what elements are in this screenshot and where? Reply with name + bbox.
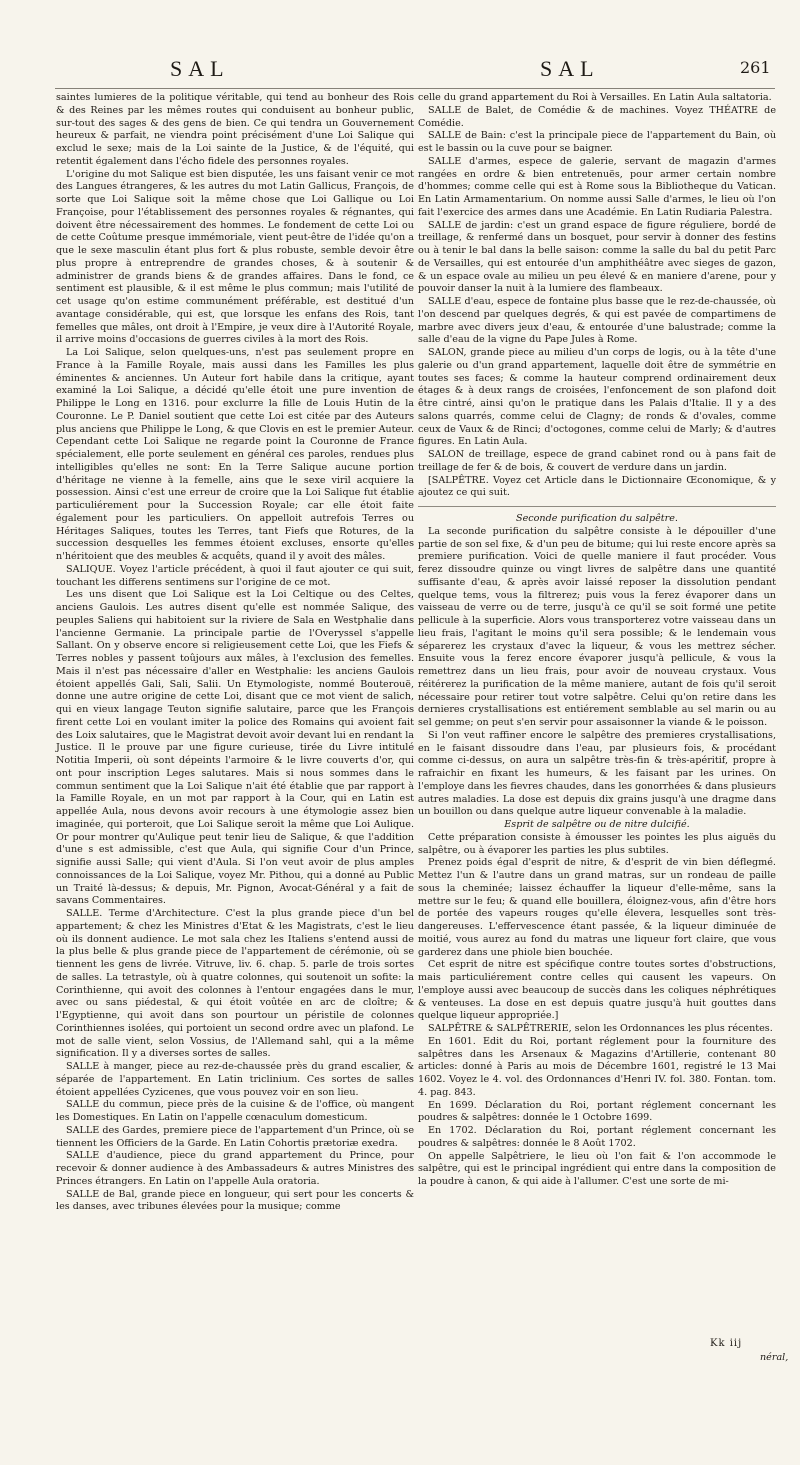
entry-salle-d-armes: SALLE d'armes, espece de galerie, servant de magazin d'armes rangées en ordre & bien entretenuës, pour armer certain nombre d'hommes; comme celle qui est à Rome sous la Bibliotheque du Vatican. En Latin Armamentarium. On nomme aussi Salle d'armes, le lieu où l'on fait l'exercice des armes dans une Académie. En Latin Rudiaria Palestra. <box>418 155 776 218</box>
entry-salle-d-audience: SALLE d'audience, piece du grand appartement du Prince, pour recevoir & donner audience à des Ambassadeurs & autres Ministres des Princes étrangers. En Latin on l'appelle Aula oratoria. <box>56 1150 414 1187</box>
entry-salon-de-treillage: SALON de treillage, espece de grand cabinet rond ou à pans fait de treillage de fer & de bois, & couvert de verdure dans un jardin. <box>418 449 776 473</box>
paragraph: La Loi Salique, selon quelques-uns, n'est pas seulement propre en France à la Famille Royale, mais aussi dans les Familles les plus éminentes & anciennes. Un Auteur fort habile dans la critique, ayant examiné la Loi Salique, a décidé qu'elle étoit une pure invention de Philippe le Long en 1316. pour exclurre la fille de Louis Hutin de la Couronne. Le P. Daniel soutient que cette Loi est citée par des Auteurs plus anciens que Philippe le Long, & que Clovis en est le premier Auteur. Cependant cette Loi Salique ne regarde point la Couronne de France spécialement, elle porte seulement en général ces paroles, rendues plus intelligibles qu'elles ne sont: En la Terre Salique aucune portion d'héritage ne vienne à la femelle, ains que le sexe viril acquiere la possession. Ainsi c'est une erreur de croire que la Loi Salique fut établie particuliérement pour la Succession Royale; car elle étoit faite également pour les particuliers. On appelloit autrefois Terres ou Héritages Saliques, toutes les Terres, tant Fiefs que Rotures, de la succession desquelles les femmes étoient excluses, ensorte qu'elles n'héritoient que des meubles & acquêts, quand il y avoit des mâles. <box>56 347 414 562</box>
section-title: Seconde purification du salpêtre. <box>516 513 678 524</box>
entry-salon: SALON, grande piece au milieu d'un corps de logis, ou à la tête d'une galerie ou d'un grand appartement, laquelle doit être de symmétrie en toutes ses faces; & comme la hauteur comprend ordinairement deux étages & à deux rangs de croisées, l'enfoncement de son plafond doit être cintré, ainsi qu'on le pratique dans les Palais d'Italie. Il y a des salons quarrés, comme celui de Clagny; de ronds & d'ovales, comme ceux de Vaux & de Rinci; d'octogones, comme celui de Marly; & d'autres figures. En Latin Aula. <box>418 347 776 448</box>
section-title: Esprit de salpêtre ou de nitre dulcifié. <box>504 819 690 830</box>
entry-salle-des-gardes: SALLE des Gardes, premiere piece de l'appartement d'un Prince, où se tiennent les Officiers de la Garde. En Latin Cohortis prætoriæ exedra. <box>56 1124 414 1149</box>
entry-salle-de-bain: SALLE de Bain: c'est la principale piece de l'appartement du Bain, où est le bassin ou la cuve pour se baigner. <box>418 130 776 154</box>
entry-salpetre: [SALPÊTRE. Voyez cet Article dans le Dictionnaire Œconomique, & y ajoutez ce qui suit. <box>418 474 776 499</box>
paragraph: La seconde purification du salpêtre consiste à le dépouiller d'une partie de son sel fixe, & d'un peu de bitume; qui lui reste encore après sa premiere purification. Voici de quelle maniere il faut procéder. Vous ferez dissoudre quinze ou vingt livres de salpêtre dans une quantité suffisante d'eau, & après avoir laissé reposer la dissolution pendant quelque tems, vous la filtrerez; puis vous la ferez évaporer dans un vaisseau de verre ou de terre, jusqu'à ce qu'il se soit formé une petite pellicule à la superficie. Alors vous transporterez votre vaisseau dans un lieu frais, l'agitant le moins qu'il sera possible; & le lendemain vous séparerez les crystaux d'avec la liqueur, & vous les mettrez sécher. Ensuite vous la ferez encore évaporer jusqu'à pellicule, & vous la remettrez dans un lieu frais, pour avoir de nouveau crystaux. Vous réitérerez la purification de la même maniere, autant de fois qu'il seroit nécessaire pour retirer tout votre salpêtre. Celui qu'on retire dans les dernieres crystallisations est entiérement semblable au sel marin ou au sel gemme; on peut s'en servir pour assaisonner la viande & le poisson. <box>418 525 776 728</box>
entry-salle-a-manger: SALLE à manger, piece au rez-de-chaussée près du grand escalier, & séparée de l'appartement. En Latin triclinium. Ces sortes de salles étoient appellées Cyzicenes, que vous pouvez voir en son lieu. <box>56 1061 414 1098</box>
running-head-left: SAL <box>170 56 230 81</box>
running-head <box>0 56 800 86</box>
entry-salle-de-bal: SALLE de Bal, grande piece en longueur, qui sert pour les concerts & les danses, avec tribunes élevées pour la musique; comme <box>56 1188 414 1213</box>
page-number: 261 <box>740 58 771 77</box>
paragraph: celle du grand appartement du Roi à Versailles. En Latin Aula saltatoria. <box>418 92 772 103</box>
entry-salle-du-commun: SALLE du commun, piece près de la cuisine & de l'office, où mangent les Domestiques. En Latin on l'appelle cœnaculum domesticum. <box>56 1099 414 1123</box>
paragraph: saintes lumieres de la politique véritable, qui tend au bonheur des Rois & des Reines par les mêmes routes qui conduisent au bonheur public, sur-tout des sages & des gens de bien. Ce qui tendra un Gouvernement heureux & parfait, ne viendra point précisément d'une Loi Salique qui exclud le sexe; mais de la Loi sainte de la Justice, & de l'équité, qui retentit également dans l'écho fidele des personnes royales. <box>56 92 414 167</box>
paragraph: L'origine du mot Salique est bien disputée, les uns faisant venir ce mot des Langues étrangeres, & les autres du mot Latin Gallicus, François, de sorte que Loi Salique soit la même chose que Loi Gallique ou Loi Françoise, pour l'établissement des personnes royales & régnantes, qui doivent être nécessairement des hommes. Le fondement de cette Loi ou de cette Coûtume presque immémoriale, vient peut-être de l'idée qu'on a que le sexe masculin étant plus fort & plus robuste, semble devoir être plus propre à entreprendre de grandes choses, & à soutenir & administrer de grands biens & de grandes affaires. Dans le fond, ce sentiment est plausible, & il est même le plus commun; mais l'utilité de cet usage qu'on estime communément préférable, est destitué d'un avantage considérable, qui est, que lorsque les enfans des Rois, tant femelles que mâles, ont droit à l'Empire, je veux dire à l'Autorité Royale, il arrive moins d'occasions de guerres civiles à la mort des Rois. <box>56 168 414 346</box>
paragraph: Cet esprit de nitre est spécifique contre toutes sortes d'obstructions, mais particuliérement contre celles qui causent les vapeurs. On l'employe aussi avec beaucoup de succès dans les coliques néphrétiques & venteuses. La dose en est depuis quatre jusqu'à huit gouttes dans quelque liqueur appropriée.] <box>418 959 776 1022</box>
entry-salle: SALLE. Terme d'Architecture. C'est la plus grande piece d'un bel appartement; & chez les Ministres d'Etat & les Magistrats, c'est le lieu où ils donnent audience. Le mot sala chez les Italiens s'entend aussi de la plus belle & plus grande piece de l'appartement de cérémonie, où se tiennent les gens de livrée. Vitruve, liv. 6. chap. 5. parle de trois sortes de salles. La tetrastyle, où à quatre colonnes, qui soutenoit un sofite: la Corinthienne, qui avoit des colonnes à l'entour engagées dans le mur, avec ou sans piédestal, & qui étoit voûtée en arc de cloître; & l'Egyptienne, qui avoit dans son pourtour un péristile de colonnes Corinthiennes isolées, qui portoient un second ordre avec un plafond. Le mot de salle vient, selon Vossius, de l'Allemand sahl, qui a la même signification. Il y a diverses sortes de salles. <box>56 908 414 1060</box>
paragraph: Prenez poids égal d'esprit de nitre, & d'esprit de vin bien déflegmé. Mettez l'un & l'autre dans un grand matras, sur un rondeau de paille sous la cheminée; laissez échauffer la liqueur d'elle-même, sans la mettre sur le feu; & quand elle bouillera, éloignez-vous, afin d'être hors de portée des vapeurs rouges qu'elle élevera, lesquelles sont très-dangereuses. L'effervescence étant passée, & la liqueur diminuée de moitié, vous aurez au fond du matras une liqueur fort claire, que vous garderez dans une phiole bien bouchée. <box>418 857 776 958</box>
catchword: néral, <box>760 1352 789 1363</box>
entry-salpetrerie: SALPÊTRE & SALPÊTRERIE, selon les Ordonnances les plus récentes. <box>428 1023 773 1034</box>
paragraph: Les uns disent que Loi Salique est la Loi Celtique ou des Celtes, anciens Gaulois. Les autres disent qu'elle est nommée Salique, des peuples Saliens qui habitoient sur la riviere de Sala en Westphalie dans l'ancienne Germanie. La principale partie de l'Overyssel s'appelle Sallant. On y observe encore si religieusement cette Loi, que les Fiefs & Terres nobles y passent toûjours aux mâles, à l'exclusion des femelles. Mais il n'est pas nécessaire d'aller en Westphalie: les anciens Gaulois étoient appellés Gali, Sali, Salii. Un Etymologiste, nommé Bouterouë, donne une autre origine de cette Loi, disant que ce mot vient de salich, qui en vieux langage Teuton signifie salutaire, parce que les François firent cette Loi en voulant imiter la police des Romains qui avoient fait des Loix salutaires, que le Magistrat devoit avoir devant lui en rendant la Justice. Il le prouve par une figure curieuse, tirée du Livre intitulé Notitia Imperii, où sont dépeints l'armoire & le livre couverts d'or, qui ont pour inscription Leges salutares. Mais si nous sommes dans le commun sentiment que la Loi Salique n'ait été établie que par rapport à la Famille Royale, en un mot par rapport à la Cour, qui en Latin est appellée Aula, nous devons avoir recours à une étymologie assez bien imaginée, qui porteroit, que Loi Salique seroit la même que Loi Aulique. Or pour montrer qu'Aulique peut tenir lieu de Salique, & que l'addition d'une s est admissible, c'est que Aula, qui signifie Cour d'un Prince, signifie aussi Salle; qui vient d'Aula. Si l'on veut avoir de plus amples connoissances de la Loi Salique, voyez Mr. Pithou, qui a donné au Public un Traité là-dessus; & depuis, Mr. Pignon, Avocat-Général y a fait de savans Commentaires. <box>56 589 414 907</box>
entry-salique: SALIQUE. Voyez l'article précédent, à quoi il faut ajouter ce qui suit, touchant les differens sentimens sur l'origine de ce mot. <box>56 563 414 588</box>
section-divider <box>418 506 776 507</box>
entry-salle-de-jardin: SALLE de jardin: c'est un grand espace de figure réguliere, bordé de treillage, & renfermé dans un bosquet, pour servir à donner des festins ou à tenir le bal dans la belle saison: comme la salle du bal du petit Parc de Versailles, qui est entourée d'un amphithéâtre avec sieges de gazon, & un espace ovale au milieu un peu élevé & en maniere d'arene, pour y pouvoir danser la nuit à la lumiere des flambeaux. <box>418 219 776 295</box>
paragraph: En 1702. Déclaration du Roi, portant réglement concernant les poudres & salpêtres: donnée le 8 Août 1702. <box>418 1125 776 1149</box>
paragraph: Cette préparation consiste à émousser les pointes les plus aiguës du salpêtre, ou à évaporer les parties les plus subtiles. <box>418 831 776 856</box>
paragraph: On appelle Salpêtriere, le lieu où l'on fait & l'on accommode le salpêtre, qui est le principal ingrédient qui entre dans la composition de la poudre à canon, & qui aide à l'allumer. C'est une sorte de mi- <box>418 1150 776 1187</box>
header-rule <box>55 88 775 89</box>
entry-salle-d-eau: SALLE d'eau, espece de fontaine plus basse que le rez-de-chaussée, où l'on descend par quelques degrés, & qui est pavée de compartimens de marbre avec divers jeux d'eau, & entourée d'une balustrade; comme la salle d'eau de la vigne du Pape Jules à Rome. <box>418 296 776 346</box>
paragraph: En 1699. Déclaration du Roi, portant réglement concernant les poudres & salpêtres: donnée le 1 Octobre 1699. <box>418 1099 776 1124</box>
running-head-right: SAL <box>540 56 600 81</box>
signature-mark: Kk iij <box>710 1338 743 1349</box>
right-column <box>418 92 776 1189</box>
paragraph: En 1601. Edit du Roi, portant réglement pour la fourniture des salpêtres dans les Arsenaux & Magazins d'Artillerie, contenant 80 articles: donné à Paris au mois de Décembre 1601, registré le 13 Mai 1602. Voyez le 4. vol. des Ordonnances d'Henri IV. fol. 380. Fontan. tom. 4. pag. 843. <box>418 1035 776 1098</box>
paragraph: Si l'on veut raffiner encore le salpêtre des premieres crystallisations, en le faisant dissoudre dans l'eau, par plusieurs fois, & procédant comme ci-dessus, on aura un salpêtre très-fin & très-apéritif, propre à rafraichir en fixant les humeurs, & les faisant par les urines. On l'employe dans les fievres chaudes, dans les gonorrhées & dans plusieurs autres maladies. La dose est depuis dix grains jusqu'à une dragme dans un bouillon ou dans quelque autre liqueur convenable à la maladie. <box>418 729 776 818</box>
entry-salle-de-balet: SALLE de Balet, de Comédie & de machines. Voyez THÉATRE de Comédie. <box>418 104 776 129</box>
left-column <box>56 92 414 1214</box>
